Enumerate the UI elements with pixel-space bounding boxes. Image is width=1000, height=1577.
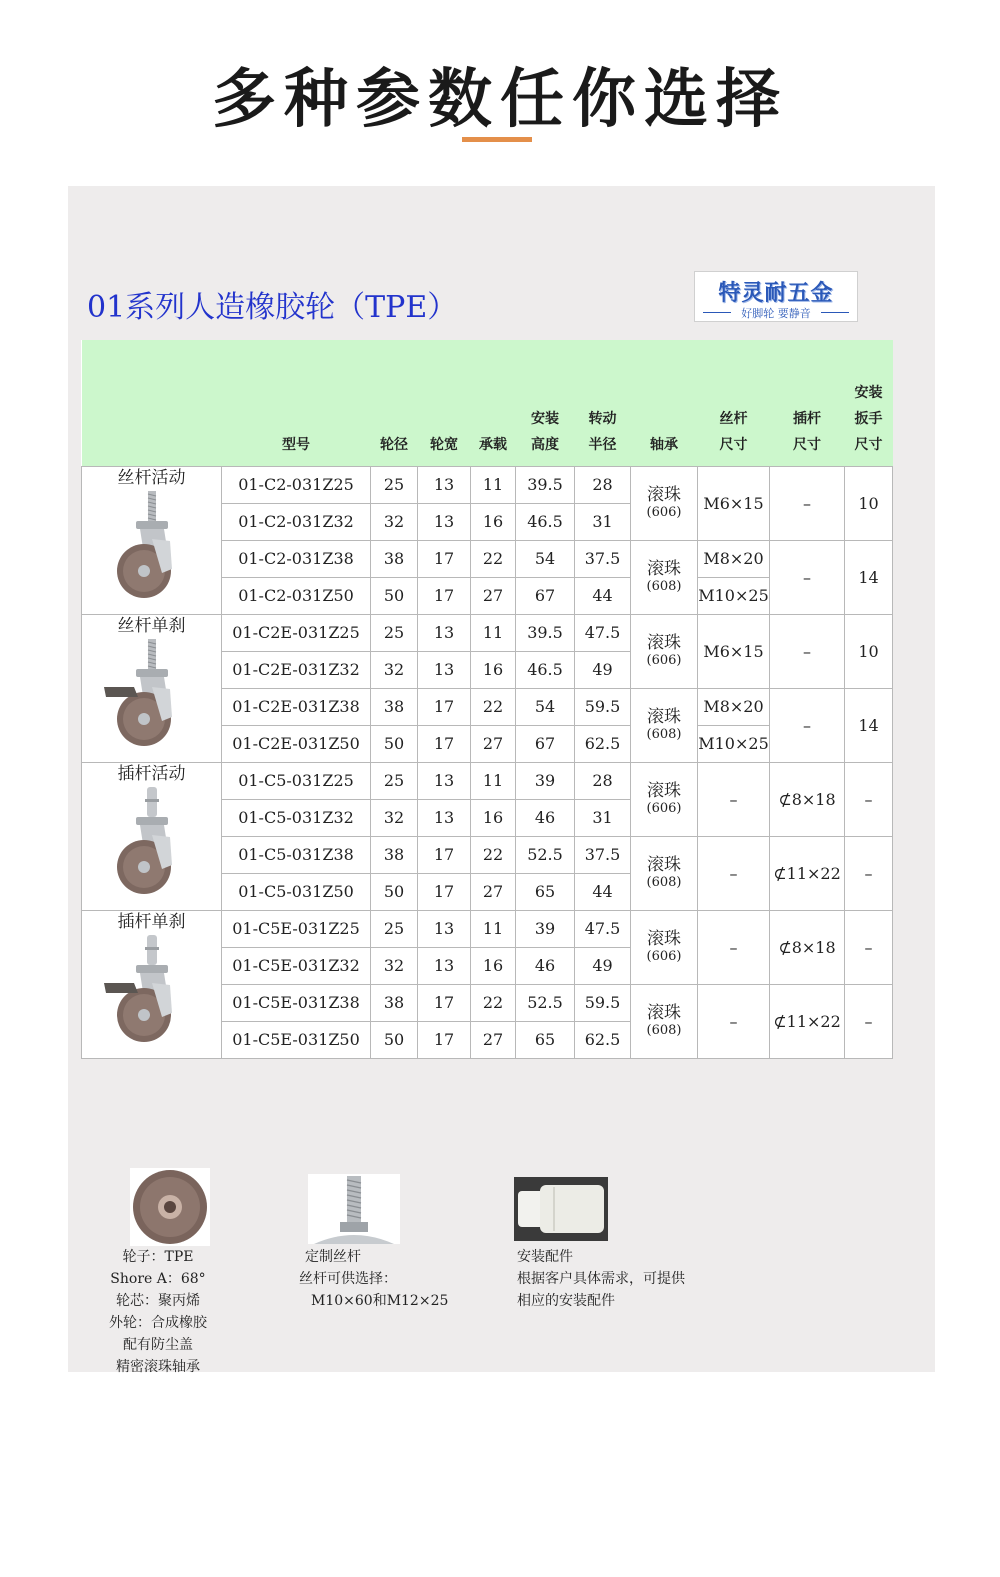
load-cell: 27 <box>471 578 516 615</box>
bearing-code: (606) <box>646 652 682 668</box>
model-cell: 01-C2-031Z38 <box>222 541 371 578</box>
bearing-type: 滚珠 <box>647 632 681 653</box>
swivel-radius-cell: 62.5 <box>575 726 631 763</box>
header-image-col <box>82 340 222 467</box>
header-text: 扳手 <box>854 411 883 427</box>
logo-rule-right <box>821 312 849 313</box>
wheel-width-cell: 17 <box>418 726 471 763</box>
model-cell: 01-C5E-031Z25 <box>222 911 371 948</box>
feature-line: 定制丝杆 <box>305 1249 361 1265</box>
model-cell: 01-C5-031Z32 <box>222 800 371 837</box>
load-cell: 16 <box>471 800 516 837</box>
header-model: 型号 <box>222 340 371 467</box>
group-label: 插杆单刹 <box>117 912 186 932</box>
wheel-width-cell: 13 <box>418 800 471 837</box>
wheel-diameter-cell: 50 <box>371 1022 418 1059</box>
wheel-diameter-cell: 38 <box>371 985 418 1022</box>
group-label: 丝杆活动 <box>117 468 186 488</box>
screw-size-cell: M10×25 <box>698 578 770 615</box>
load-cell: 27 <box>471 874 516 911</box>
spec-table <box>81 340 893 1059</box>
page-headline: 多种参数任你选择 <box>212 63 788 137</box>
feature-line: 丝杆可供选择： <box>299 1271 397 1287</box>
wheel-diameter-cell: 32 <box>371 504 418 541</box>
bearing-cell <box>631 837 698 911</box>
bearing-type: 滚珠 <box>647 854 681 875</box>
wheel-width-cell: 13 <box>418 948 471 985</box>
model-cell: 01-C5-031Z38 <box>222 837 371 874</box>
series-title: 01系列人造橡胶轮（TPE） <box>87 290 458 325</box>
brand-logo <box>694 271 858 322</box>
wheel-diameter-cell: 32 <box>371 800 418 837</box>
wheel-diameter-cell: 50 <box>371 726 418 763</box>
wheel-diameter-cell: 25 <box>371 467 418 504</box>
swivel-radius-cell: 59.5 <box>575 689 631 726</box>
wheel-width-cell: 17 <box>418 837 471 874</box>
model-cell: 01-C2-031Z50 <box>222 578 371 615</box>
wrench-size-cell: 10 <box>845 615 893 689</box>
feature-line: 配有防尘盖 <box>123 1337 193 1353</box>
swivel-radius-cell: 37.5 <box>575 541 631 578</box>
swivel-radius-cell: 44 <box>575 874 631 911</box>
load-cell: 16 <box>471 652 516 689</box>
install-height-cell: 67 <box>516 726 575 763</box>
header-text: 安装 <box>854 385 883 401</box>
wheel-diameter-cell: 32 <box>371 948 418 985</box>
feature-line: M10×60和M12×25 <box>311 1293 449 1309</box>
wheel-diameter-cell: 50 <box>371 578 418 615</box>
feature-line: 根据客户具体需求，可提供 <box>517 1271 685 1287</box>
caster-image <box>100 933 204 1045</box>
load-cell: 22 <box>471 689 516 726</box>
bearing-type: 滚珠 <box>647 928 681 949</box>
header-text: 尺寸 <box>793 437 821 453</box>
load-cell: 22 <box>471 985 516 1022</box>
bearing-cell <box>631 615 698 689</box>
load-cell: 11 <box>471 911 516 948</box>
load-cell: 22 <box>471 837 516 874</box>
wheel-width-cell: 17 <box>418 578 471 615</box>
install-height-cell: 46 <box>516 800 575 837</box>
stem-size-cell: – <box>770 615 845 689</box>
bearing-type: 滚珠 <box>647 558 681 579</box>
wheel-diameter-cell: 25 <box>371 615 418 652</box>
header-text: 高度 <box>531 437 559 453</box>
table-row <box>82 615 893 652</box>
table-row <box>82 911 893 948</box>
header-stem-size <box>770 340 845 467</box>
wheel-width-cell: 13 <box>418 911 471 948</box>
screw-size-cell: – <box>698 763 770 837</box>
wheel-width-cell: 13 <box>418 763 471 800</box>
bearing-code: (606) <box>646 504 682 520</box>
wheel-core-icon <box>130 1168 210 1246</box>
header-text: 尺寸 <box>854 437 883 453</box>
wheel-width-cell: 17 <box>418 985 471 1022</box>
wheel-width-cell: 17 <box>418 1022 471 1059</box>
load-cell: 11 <box>471 467 516 504</box>
load-cell: 27 <box>471 726 516 763</box>
headline-underline <box>462 137 532 142</box>
bearing-type: 滚珠 <box>647 1002 681 1023</box>
wheel-diameter-cell: 38 <box>371 837 418 874</box>
feature-wheel-text <box>108 1246 208 1378</box>
group-label: 插杆活动 <box>117 764 186 784</box>
install-height-cell: 46.5 <box>516 504 575 541</box>
feature-line: 轮芯：聚丙烯 <box>116 1293 200 1309</box>
install-height-cell: 39.5 <box>516 615 575 652</box>
swivel-radius-cell: 47.5 <box>575 911 631 948</box>
swivel-radius-cell: 47.5 <box>575 615 631 652</box>
caster-image <box>100 489 204 601</box>
header-text: 转动 <box>588 411 617 427</box>
swivel-radius-cell: 59.5 <box>575 985 631 1022</box>
wheel-width-cell: 13 <box>418 652 471 689</box>
model-cell: 01-C2-031Z32 <box>222 504 371 541</box>
mounting-sleeve-icon <box>514 1177 608 1241</box>
feature-stem-text <box>299 1246 449 1312</box>
header-swivel-radius <box>575 340 631 467</box>
wheel-diameter-cell: 25 <box>371 763 418 800</box>
swivel-radius-cell: 49 <box>575 948 631 985</box>
wheel-width-cell: 17 <box>418 689 471 726</box>
wheel-width-cell: 13 <box>418 467 471 504</box>
wheel-diameter-cell: 38 <box>371 689 418 726</box>
swivel-radius-cell: 28 <box>575 763 631 800</box>
screw-size-cell: – <box>698 911 770 985</box>
model-cell: 01-C5E-031Z32 <box>222 948 371 985</box>
brand-logo-slogan: 好脚轮 要静音 <box>741 307 811 320</box>
stem-size-cell: ⊄11×22 <box>770 985 845 1059</box>
feature-stem-image <box>308 1174 400 1244</box>
header-text: 安装 <box>531 411 559 427</box>
bearing-code: (608) <box>646 578 682 594</box>
bearing-type: 滚珠 <box>647 484 681 505</box>
install-height-cell: 39 <box>516 911 575 948</box>
install-height-cell: 65 <box>516 1022 575 1059</box>
install-height-cell: 46.5 <box>516 652 575 689</box>
bearing-cell <box>631 467 698 541</box>
caster-image <box>100 637 204 749</box>
header-screw-size <box>698 340 770 467</box>
screw-size-cell: M6×15 <box>698 615 770 689</box>
model-cell: 01-C2E-031Z38 <box>222 689 371 726</box>
spec-table-body <box>82 467 893 1059</box>
stem-size-cell: – <box>770 467 845 541</box>
header-text: 插杆 <box>793 411 821 427</box>
caster-image <box>100 785 204 897</box>
header-text: 尺寸 <box>719 437 748 453</box>
swivel-radius-cell: 31 <box>575 504 631 541</box>
header-text: 丝杆 <box>719 411 748 427</box>
swivel-radius-cell: 49 <box>575 652 631 689</box>
screw-size-cell: – <box>698 837 770 911</box>
screw-size-cell: M10×25 <box>698 726 770 763</box>
stem-size-cell: – <box>770 689 845 763</box>
bearing-cell <box>631 763 698 837</box>
install-height-cell: 67 <box>516 578 575 615</box>
header-load: 承载 <box>471 340 516 467</box>
screw-size-cell: M8×20 <box>698 541 770 578</box>
threaded-stem-icon <box>308 1174 400 1244</box>
bearing-cell <box>631 985 698 1059</box>
wrench-size-cell: – <box>845 911 893 985</box>
wheel-diameter-cell: 32 <box>371 652 418 689</box>
brand-logo-name: 特灵耐五金 <box>718 281 834 306</box>
feature-line: 安装配件 <box>517 1249 573 1265</box>
screw-size-cell: – <box>698 985 770 1059</box>
bearing-code: (608) <box>646 874 682 890</box>
wheel-diameter-cell: 50 <box>371 874 418 911</box>
model-cell: 01-C5-031Z25 <box>222 763 371 800</box>
wrench-size-cell: – <box>845 985 893 1059</box>
table-row <box>82 763 893 800</box>
wrench-size-cell: – <box>845 763 893 837</box>
header-wheel-diameter: 轮径 <box>371 340 418 467</box>
bearing-type: 滚珠 <box>647 780 681 801</box>
feature-line: 相应的安装配件 <box>517 1293 615 1309</box>
stem-size-cell: ⊄11×22 <box>770 837 845 911</box>
wrench-size-cell: 10 <box>845 467 893 541</box>
bearing-code: (606) <box>646 948 682 964</box>
feature-line: Shore A：68° <box>110 1271 206 1287</box>
model-cell: 01-C2E-031Z25 <box>222 615 371 652</box>
install-height-cell: 54 <box>516 541 575 578</box>
screw-size-cell: M8×20 <box>698 689 770 726</box>
group-label: 丝杆单刹 <box>117 616 186 636</box>
swivel-radius-cell: 28 <box>575 467 631 504</box>
bearing-code: (608) <box>646 726 682 742</box>
load-cell: 27 <box>471 1022 516 1059</box>
bearing-cell <box>631 689 698 763</box>
bearing-cell <box>631 911 698 985</box>
feature-line: 精密滚珠轴承 <box>116 1359 200 1375</box>
bearing-code: (606) <box>646 800 682 816</box>
install-height-cell: 52.5 <box>516 985 575 1022</box>
load-cell: 16 <box>471 948 516 985</box>
bearing-code: (608) <box>646 1022 682 1038</box>
wheel-width-cell: 13 <box>418 504 471 541</box>
load-cell: 11 <box>471 615 516 652</box>
feature-sleeve-text <box>517 1246 685 1312</box>
model-cell: 01-C5-031Z50 <box>222 874 371 911</box>
feature-line: 轮子：TPE <box>122 1249 194 1265</box>
screw-size-cell: M6×15 <box>698 467 770 541</box>
header-text: 半径 <box>588 437 617 453</box>
stem-size-cell: ⊄8×18 <box>770 763 845 837</box>
wheel-width-cell: 13 <box>418 615 471 652</box>
wrench-size-cell: 14 <box>845 689 893 763</box>
model-cell: 01-C5E-031Z50 <box>222 1022 371 1059</box>
wheel-diameter-cell: 25 <box>371 911 418 948</box>
feature-line: 外轮：合成橡胶 <box>109 1315 207 1331</box>
wheel-diameter-cell: 38 <box>371 541 418 578</box>
swivel-radius-cell: 62.5 <box>575 1022 631 1059</box>
header-install-height <box>516 340 575 467</box>
header-wrench-size <box>845 340 893 467</box>
load-cell: 11 <box>471 763 516 800</box>
feature-wheel-image <box>130 1168 210 1246</box>
install-height-cell: 39.5 <box>516 467 575 504</box>
model-cell: 01-C2E-031Z32 <box>222 652 371 689</box>
load-cell: 22 <box>471 541 516 578</box>
swivel-radius-cell: 44 <box>575 578 631 615</box>
group-cell <box>82 467 222 615</box>
bearing-type: 滚珠 <box>647 706 681 727</box>
install-height-cell: 46 <box>516 948 575 985</box>
load-cell: 16 <box>471 504 516 541</box>
wheel-width-cell: 17 <box>418 541 471 578</box>
install-height-cell: 52.5 <box>516 837 575 874</box>
group-cell <box>82 911 222 1059</box>
table-header-row <box>82 340 893 467</box>
model-cell: 01-C2-031Z25 <box>222 467 371 504</box>
model-cell: 01-C2E-031Z50 <box>222 726 371 763</box>
table-row <box>82 467 893 504</box>
feature-sleeve-image <box>514 1177 608 1241</box>
install-height-cell: 65 <box>516 874 575 911</box>
stem-size-cell: – <box>770 541 845 615</box>
stem-size-cell: ⊄8×18 <box>770 911 845 985</box>
group-cell <box>82 763 222 911</box>
install-height-cell: 39 <box>516 763 575 800</box>
install-height-cell: 54 <box>516 689 575 726</box>
wheel-width-cell: 17 <box>418 874 471 911</box>
bearing-cell <box>631 541 698 615</box>
group-cell <box>82 615 222 763</box>
model-cell: 01-C5E-031Z38 <box>222 985 371 1022</box>
wrench-size-cell: 14 <box>845 541 893 615</box>
swivel-radius-cell: 37.5 <box>575 837 631 874</box>
header-bearing: 轴承 <box>631 340 698 467</box>
wrench-size-cell: – <box>845 837 893 911</box>
header-wheel-width: 轮宽 <box>418 340 471 467</box>
swivel-radius-cell: 31 <box>575 800 631 837</box>
